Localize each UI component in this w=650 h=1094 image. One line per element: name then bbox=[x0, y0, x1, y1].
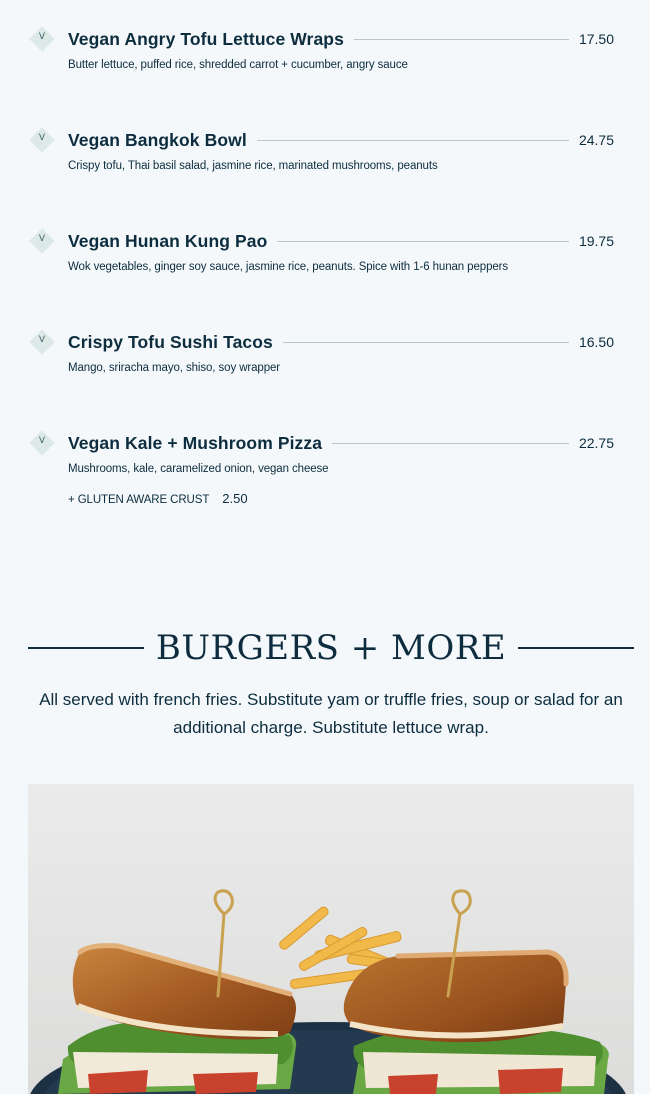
item-description: Butter lettuce, puffed rice, shredded carrot + cucumber, angry sauce bbox=[68, 59, 408, 71]
vegan-badge-icon: V bbox=[30, 128, 54, 152]
item-description: Mango, sriracha mayo, shiso, soy wrapper bbox=[68, 362, 281, 374]
item-name: Vegan Kale + Mushroom Pizza bbox=[68, 432, 323, 453]
item-addon[interactable] bbox=[68, 491, 248, 506]
vegan-badge-icon: V bbox=[30, 431, 54, 455]
vegan-badge-icon: V bbox=[30, 229, 54, 253]
section-title: BURGERS + MORE bbox=[155, 628, 507, 668]
sandwich-with-fries-photo bbox=[28, 784, 634, 1094]
vegan-badge-icon: V bbox=[30, 330, 54, 354]
addon-label: + GLUTEN AWARE CRUST bbox=[68, 494, 210, 506]
item-name: Vegan Bangkok Bowl bbox=[68, 129, 247, 150]
item-name: Vegan Hunan Kung Pao bbox=[68, 230, 268, 251]
price-leader-line bbox=[283, 342, 569, 343]
item-description: Crispy tofu, Thai basil salad, jasmine rice, marinated mushrooms, peanuts bbox=[68, 160, 438, 172]
vegan-badge-icon: V bbox=[30, 27, 54, 51]
item-description: Mushrooms, kale, caramelized onion, vegan cheese bbox=[68, 463, 329, 475]
addon-price: 2.50 bbox=[222, 491, 248, 506]
item-name: Crispy Tofu Sushi Tacos bbox=[68, 331, 273, 352]
price-leader-line bbox=[277, 241, 569, 242]
price-leader-line bbox=[257, 140, 569, 141]
hero-illustration bbox=[28, 784, 634, 1094]
item-name: Vegan Angry Tofu Lettuce Wraps bbox=[68, 28, 344, 49]
item-price: 17.50 bbox=[578, 31, 614, 47]
heading-rule-right bbox=[518, 647, 634, 649]
heading-rule-left bbox=[28, 647, 144, 649]
price-leader-line bbox=[332, 443, 569, 444]
section-note: All served with french fries. Substitute yam or truffle fries, soup or salad for an additional charge. Substitute lettuce wrap. bbox=[39, 690, 623, 737]
item-price: 22.75 bbox=[578, 435, 614, 451]
item-price: 24.75 bbox=[578, 132, 614, 148]
price-leader-line bbox=[354, 39, 569, 40]
section-heading bbox=[28, 622, 634, 674]
item-price: 19.75 bbox=[578, 233, 614, 249]
item-description: Wok vegetables, ginger soy sauce, jasmine rice, peanuts. Spice with 1-6 hunan peppers bbox=[68, 261, 509, 273]
item-price: 16.50 bbox=[578, 334, 614, 350]
